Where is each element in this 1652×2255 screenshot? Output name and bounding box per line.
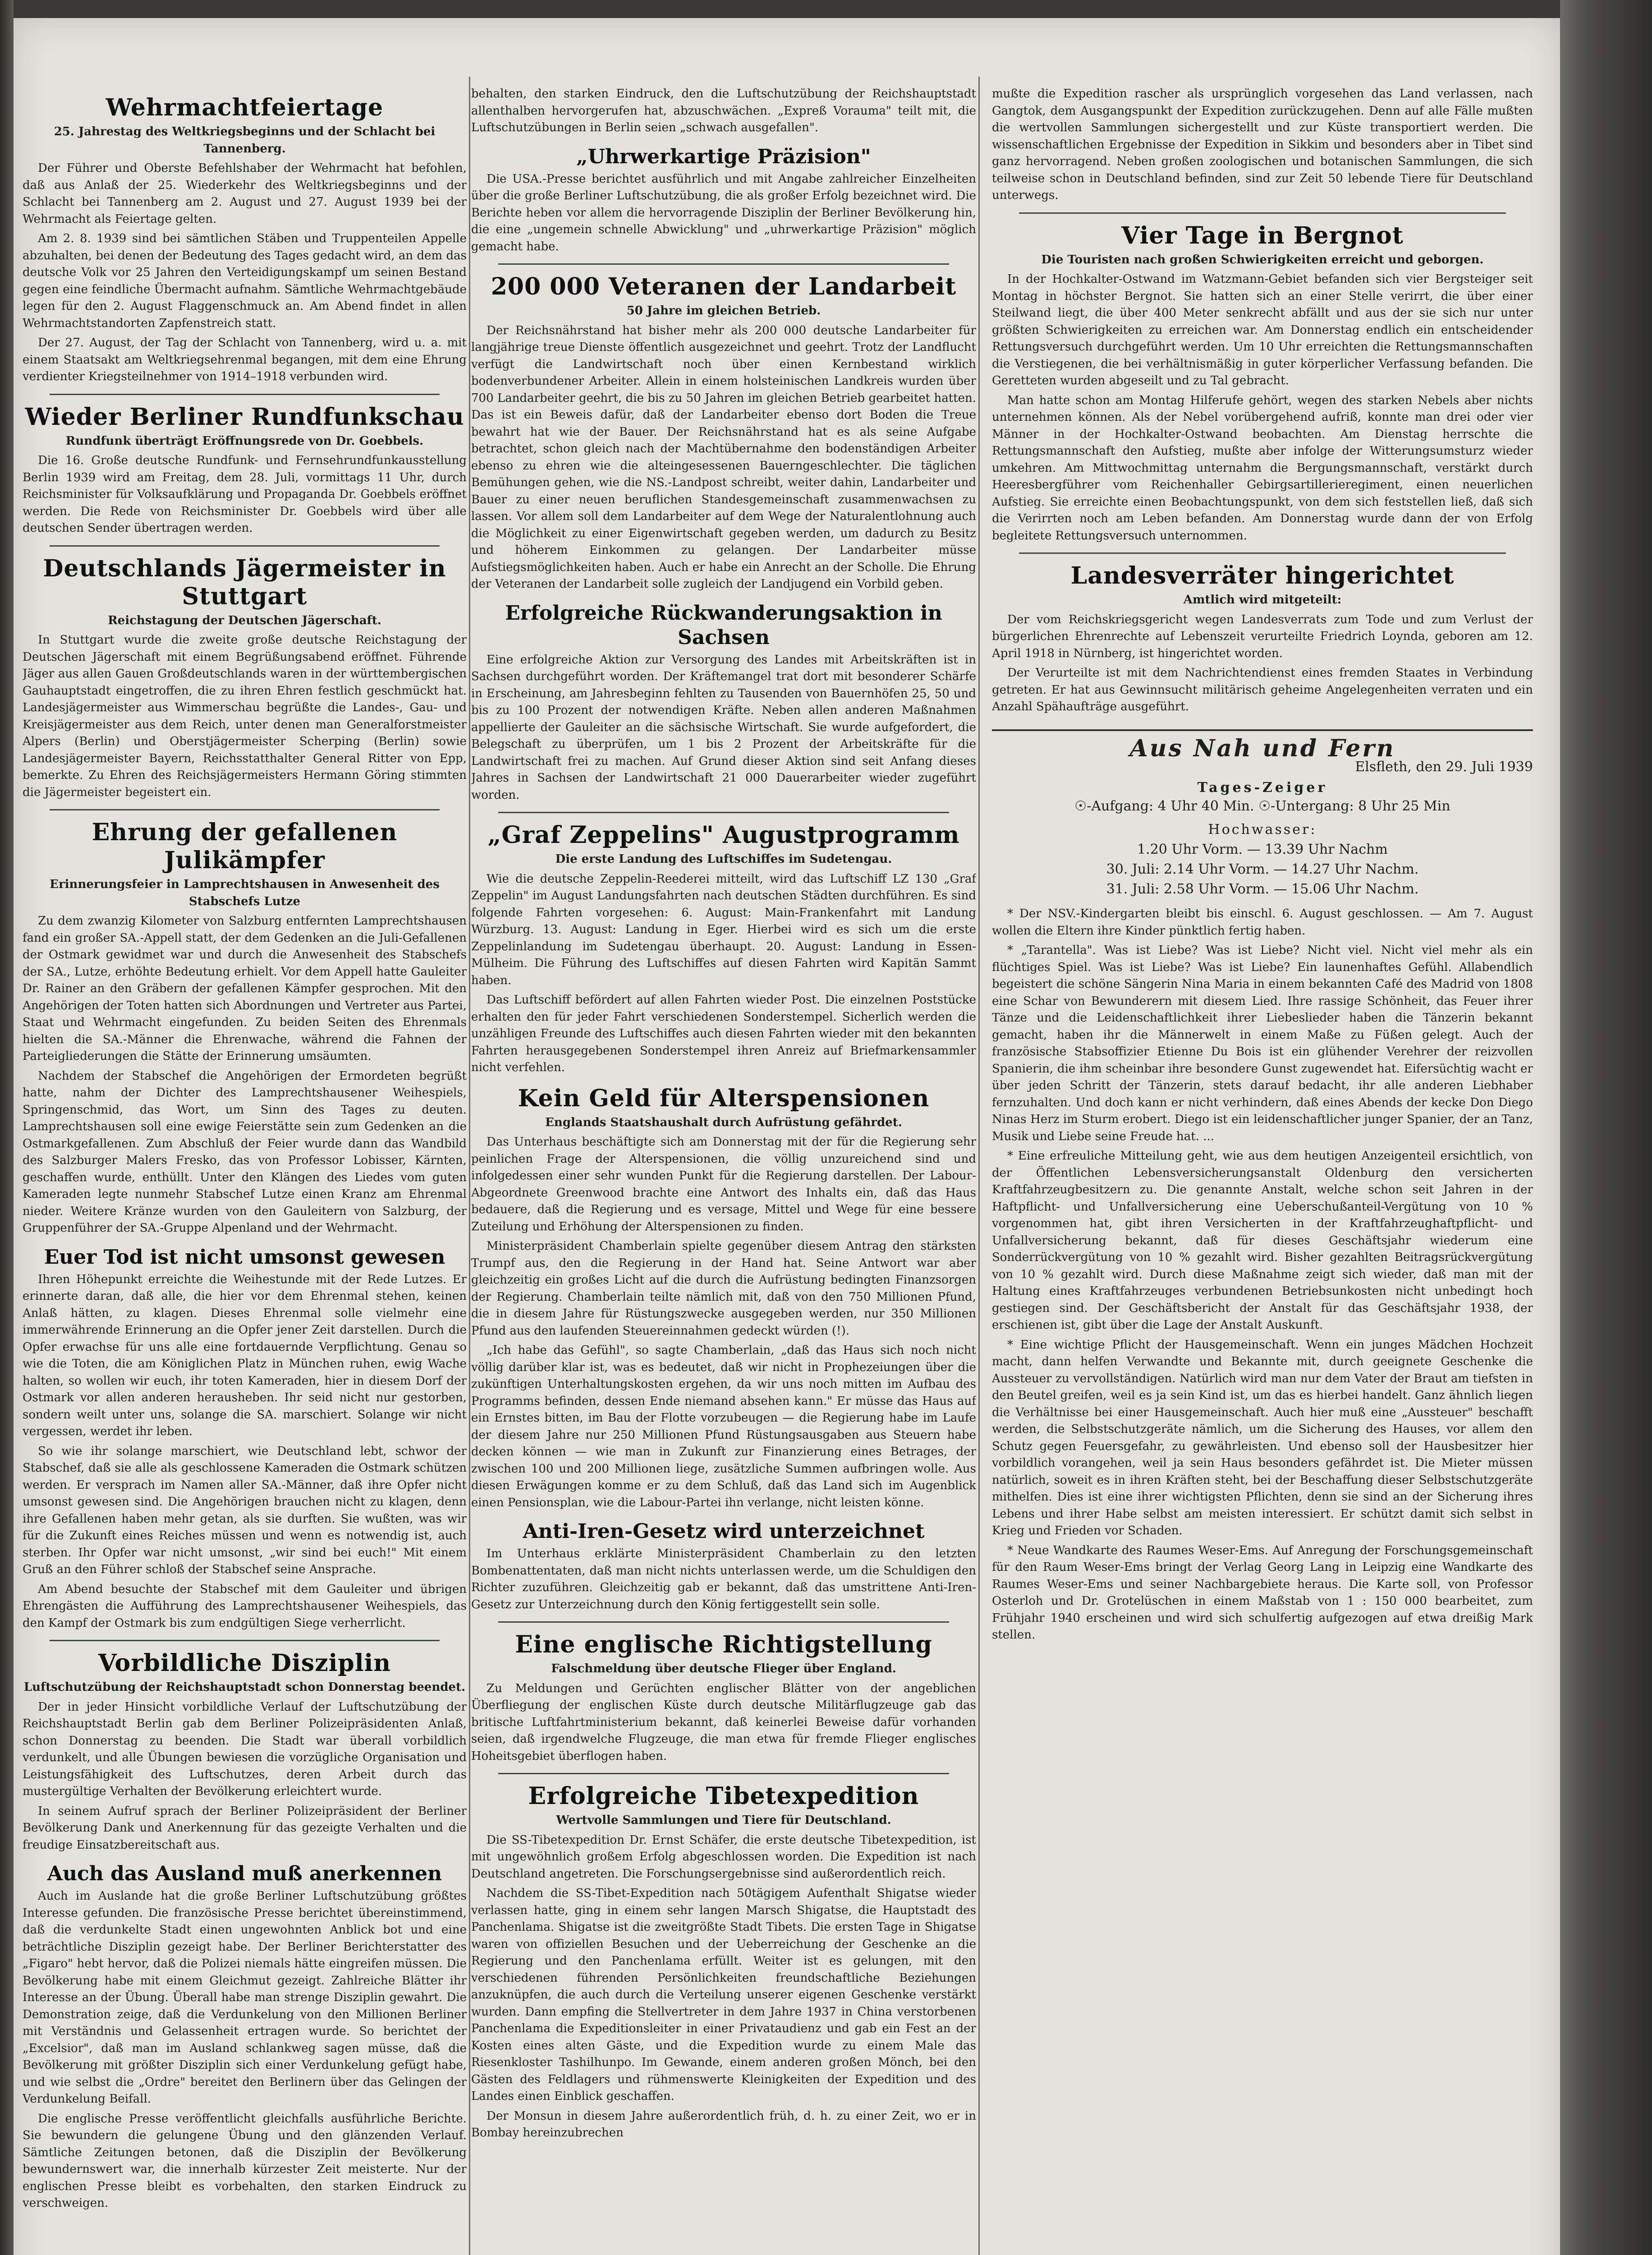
paragraph: Nachdem die SS-Tibet-Expedition nach 50tägigem Aufenthalt Shigatse wieder verlassen hatte, ging in einem sehr langen Marsch Shigatse, die Hauptstadt des Panchenlama. Shigatse ist die zweitgrößte Stadt Tibets. Die ersten Tage in Shigatse waren von offiziellen Besuchen und der Ueberreichung der Geschenke an die Regierung und den Panchenlama erfüllt. Weiter ist es gelungen, mit den verschiedenen führenden Persönlichkeiten freundschaftliche Beziehungen anzuknüpfen, die auch durch die Verteilung unserer eigenen Geschenke verstärkt wurden. Dann empfing die Stellvertreter in dem Jahre 1937 in China verstorbenen Panchenlama die Expeditionsleiter in einer Privataudienz und gab ein Fest an der Kosten eines alten Gäste, und die Expedition wurde zu einem Male das Riesenkloster Tashilhunpo. Im Gewande, einem anderen großen Mönch, bei den Gästen des Feldlagers und rühmenswerte Kleinigkeiten der Expedition und des Landes einen Einblick geschaffen. [471, 1887, 976, 2103]
headline-rueckwanderung: Erfolgreiche Rückwanderungsaktion in Sachsen [505, 601, 942, 649]
headline-tibetexpedition: Erfolgreiche Tibetexpedition [528, 1782, 919, 1810]
paragraph: Die SS-Tibetexpedition Dr. Ernst Schäfer, die erste deutsche Tibetexpedition, ist mit ungewöhnlich großem Erfolg abgeschlossen worden. Die Expedition ist nach Deutschland angetreten. Die Forschungsergebnisse sind außerordentlich reich. [471, 1833, 976, 1881]
scan-edge-left [0, 0, 14, 2255]
tages-zeiger-heading: Tages-Zeiger [1197, 779, 1328, 796]
subheadline: Englands Staatshaushalt durch Aufrüstung gefährdet. [545, 1115, 902, 1129]
paragraph-continued: mußte die Expedition rascher als ursprünglich vorgesehen das Land verlassen, nach Gangtok, dem Ausgangspunkt der Expedition zurückzugehen. Denn auf alle Fälle mußten die wertvollen Sammlungen sichergestellt und zur Küste transportiert werden. Die wissenschaftlichen Ergebnisse der Expedition in Sikkim und besonders aber in Tibet sind ganz hervorragend. Neben großen zoologischen und botanischen Sammlungen, die sich teilweise schon in Deutschland befinden, sind zur Zeit 50 lebende Tiere für Deutschland unterwegs. [992, 87, 1533, 202]
article-divider [1019, 552, 1506, 554]
column-1 [23, 86, 467, 2255]
paragraph: Eine erfolgreiche Aktion zur Versorgung des Landes mit Arbeitskräften ist in Sachsen durchgeführt worden. Der Kräftemangel trat dort mit besonderer Schärfe in Erscheinung, am Jahresbeginn fehlten zu Tausenden von Bauernhöfen 25, 50 und bis zu 100 Prozent der notwendigen Kräfte. Neben allen anderen Maßnahmen appellierte der Gauleiter an die sächsische Wirtschaft. Sie wurde aufgefordert, die Belegschaft zu überprüfen, um 1 bis 2 Prozent der Arbeitskräfte für die Landwirtschaft frei zu machen. Auf Grund dieser Aktion sind seit Anfang dieses Jahres in Sachsen der Landwirtschaft 21 000 Dauerarbeiter wieder zugeführt worden. [471, 653, 976, 802]
paragraph: Nachdem der Stabschef die Angehörigen der Ermordeten begrüßt hatte, nahm der Dichter des Lamprechtshausener Weihespiels, Springenschmid, das Wort, um Sinn des Tages zu deuten. Lamprechtshausen soll eine ewige Feierstätte sein zum Gedenken an die Ostmarkgefallenen. Zum Abschluß der Feier wurde dann das Wandbild des Salzburger Malers Fresko, das von Professor Lobisser, Kärnten, geschaffen wurde, enthüllt. Unter den Klängen des Liedes vom guten Kameraden legte nunmehr Stabschef Lutze einen Kranz am Ehrenmal nieder. Weitere Kränze wurden von den Gauleitern von Salzburg, der Gruppenführer der SA.-Gruppe Alpenland und der Wehrmacht. [23, 1069, 467, 1235]
paragraph: Wie die deutsche Zeppelin-Reederei mitteilt, wird das Luftschiff LZ 130 „Graf Zeppelin" im August Landungsfahrten nach deutschen Städten durchführen. Es sind folgende Fahrten vorgesehen: 6. August: Main-Frankenfahrt mit Landung Würzburg. 13. August: Landung in Eger. Hierbei wird es sich um die erste Zeppelinlandung im Sudetengau überhaupt. 20. August: Landung in Essen-Mülheim. Die Führung des Luftschiffes auf diesen Fahrten wird Kapitän Sammt haben. [471, 872, 976, 987]
paragraph: Der Reichsnährstand hat bisher mehr als 200 000 deutsche Landarbeiter für langjährige treue Dienste öffentlich ausgezeichnet und geehrt. Trotz der Landflucht verfügt die Landwirtschaft noch über einen Kernbestand wirklich bodenverbundener Arbeiter. Allein in einem holsteinischen Landkreis wurden über 700 Landarbeiter geehrt, die bis zu 50 Jahren im gleichen Betrieb gearbeitet hatten. Das ist ein Beweis dafür, daß der Landarbeiter ebenso dort Boden die Treue bewahrt hat wie der Bauer. Der Reichsnährstand hat es als seine Aufgabe betrachtet, schon gleich nach der Machtübernahme den bodenständigen Arbeiter ebenso zu ehren wie die alteingesessenen Bauerngeschlechter. Die täglichen Bemühungen gehen, wie die NS.-Landpost schreibt, weiter dahin, Landarbeiter und Bauer zu einer neuen beruflichen Standesgemeinschaft zusammenwachsen zu lassen. Vor allem soll dem Landarbeiter auf dem Wege der Naturalentlohnung auch die Möglichkeit zu einer Eigenwirtschaft gegeben werden, um dadurch zu Besitz und höherem Einkommen zu gelangen. Der Landarbeiter müsse Aufstiegsmöglichkeiten haben. Auch er habe ein Anrecht an der Scholle. Die Ehrung der Veteranen der Landarbeit solle zugleich der Landjugend ein Vorbild geben. [471, 323, 976, 591]
headline-alterspensionen: Kein Geld für Alterspensionen [518, 1084, 930, 1112]
article-divider [1019, 212, 1506, 214]
paragraph: Ihren Höhepunkt erreichte die Weihestunde mit der Rede Lutzes. Er erinnerte daran, daß alle, die hier vor dem Ehrenmal stehen, keinen Anlaß hätten, zu klagen. Dieses Ehrenmal solle vielmehr eine immerwährende Erinnerung an die Opfer jener Zeit darstellen. Durch die Opfer erwachse für uns alle eine fortdauernde Verpflichtung. Genau so wie die Toten, die am Königlichen Platz in München ruhen, ewig Wache halten, so wollen wir euch, ihr toten Kameraden, hier in diesem Dorf der Ostmark vor allen anderen herausheben. Ihr seid nicht nur gestorben, sondern weilt unter uns, solange die SA. marschiert. Solange wir nicht vergessen, werdet ihr leben. [23, 1272, 467, 1438]
page-stack-edge [1560, 0, 1652, 2255]
paragraph: Die 16. Große deutsche Rundfunk- und Fernsehrundfunkausstellung Berlin 1939 wird am Freitag, dem 28. Juli, vormittags 11 Uhr, durch Reichsminister für Volksaufklärung und Propaganda Dr. Goebbels eröffnet werden. Die Rede von Reichsminister Dr. Goebbels wird über alle deutschen Sender übertragen werden. [23, 454, 467, 535]
paragraph: Auch im Auslande hat die große Berliner Luftschutzübung größtes Interesse gefunden. Die französische Presse berichtet übereinstimmend, daß die verdunkelte Stadt einen ungewohnten Anblick bot und eine beträchtliche Disziplin gezeigt habe. Der Berliner Berichterstatter des „Figaro" hebt hervor, daß die Polizei niemals hätte eingreifen müssen. Die Bevölkerung habe mit einem Gleichmut gezeigt. Zahlreiche Blätter ihr Interesse an der Übung. Überall habe man strenge Disziplin gewahrt. Die Demonstration zeige, daß die Verdunkelung von den Millionen Berliner mit Verständnis und Gelassenheit ertragen wurde. So berichtet der „Excelsior", daß man im Ausland schlankweg sagen müsse, daß die Bevölkerung mit größter Disziplin sich einer Verdunkelung gefügt habe, und wie selbst die „Ordre" bereitet den Berlinern über das Gelingen der Verdunkelung Beifall. [23, 1889, 467, 2106]
column-2 [471, 86, 976, 2255]
paragraph: Am 2. 8. 1939 sind bei sämtlichen Stäben und Truppenteilen Appelle abzuhalten, bei denen der Bedeutung des Tages gedacht wird, an dem das deutsche Volk vor 25 Jahren den Verteidigungskampf um seinen Bestand gegen eine feindliche Übermacht aufnahm. Sämtliche Wehrmachtgebäude legen für den 2. August Flaggenschmuck an. Am Abend findet in allen Wehrmachtstandorten Zapfenstreich statt. [23, 232, 467, 330]
paragraph: „Ich habe das Gefühl", so sagte Chamberlain, „daß das Haus sich noch nicht völlig darüber klar ist, was es bedeutet, daß wir nicht in Prophezeiungen über die zukünftigen Unterhaltungskosten ergehen, da wir uns noch mitten im Aufbau des Programms befinden, dessen Ende niemand absehen kann." Er müsse das Haus auf ein Ernstes bitten, im Bau der Flotte vorzubeugen — die Regierung habe im Laufe der diesem Jahre nur 250 Millionen Pfund Rüstungsausgaben aus Steuern habe decken können — wie man in Zukunft zur Finanzierung eines Betrages, der zwischen 100 und 200 Millionen liege, zusätzliche Summen aufbringen wolle. Aus diesen Erwägungen komme er zu dem Schluß, daß das Land sich im Augenblick einen Pensionsplan, wie die Labour-Partei ihn verlange, nicht leisten könne. [471, 1344, 976, 1509]
headline-bergnot: Vier Tage in Bergnot [1121, 221, 1404, 249]
paragraph: Die englische Presse veröffentlicht gleichfalls ausführliche Berichte. Sie bewundern die gelungene Übung und den glänzenden Verlauf. Sämtliche Zeitungen betonen, daß die Disziplin der Bevölkerung bewundernswert war, die innerhalb kürzester Zeit meisterte. Nur der englischen Presse bleibt es vorbehalten, den starken Eindruck zu verschweigen. [23, 2112, 467, 2210]
headline-jaegermeister: Deutschlands Jägermeister in Stuttgart [43, 554, 446, 610]
subheadline: Luftschutzübung der Reichshauptstadt schon Donnerstag beendet. [23, 1680, 466, 1694]
article-divider [50, 394, 440, 395]
headline-zeppelin: „Graf Zeppelins" Augustprogramm [487, 821, 960, 849]
paragraph: In seinem Aufruf sprach der Berliner Polizeipräsident der Berliner Bevölkerung Dank und Anerkennung für das gezeigte Verhalten und die freudige Einsatzbereitschaft aus. [23, 1804, 467, 1852]
paragraph: Zu dem zwanzig Kilometer von Salzburg entfernten Lamprechtshausen fand ein großer SA.-Appell statt, der dem Gedenken an die Juli-Gefallenen der Ostmark gewidmet war und durch die Anwesenheit des Stabschefs der SA., Lutze, erhöhte Bedeutung erhielt. Vor dem Appell hatte Gauleiter Dr. Rainer an den Gräbern der gefallenen Kämpfer gesprochen. Mit den Angehörigen der Toten hatten sich Abordnungen und Vertreter aus Partei, Staat und Wehrmacht eingefunden. Zu beiden Seiten des Ehrenmals hielten die SA.-Männer die Ehrenwache, während die Fahnen der Parteigliederungen die Stätte der Erinnerung umsäumten. [23, 914, 467, 1063]
local-news-heading: Aus Nah und Fern [1129, 734, 1395, 762]
headline-richtigstellung: Eine englische Richtigstellung [515, 1631, 932, 1658]
section-rule [992, 729, 1533, 731]
article-divider [498, 812, 949, 813]
headline-landesverraeter: Landesverräter hingerichtet [1070, 562, 1455, 589]
paragraph: Der in jeder Hinsicht vorbildliche Verlauf der Luftschutzübung der Reichshauptstadt Berlin gab dem Berliner Polizeipräsidenten Anlaß, schon Donnerstag zu beenden. Die Stadt war überall vorbildlich verdunkelt, und alle Übungen bewiesen die vorzügliche Organisation und Leistungsfähigkeit des Luftschutzes, deren Arbeit durch das mustergültige Verhalten der Bevölkerung erleichtert wurde. [23, 1700, 467, 1798]
local-news-item: * „Tarantella". Was ist Liebe? Was ist Liebe? Nicht viel. Nicht viel mehr als ein flüchtiges Spiel. Was ist Liebe? Was ist Liebe? Ein launenhaftes Gefühl. Allabendlich begeistert die schöne Sängerin Nina Maria in einem bekannten Café des Madrid von 1808 eine Schar von Bewunderern mit diesem Lied. Ihre rassige Schönheit, das Feuer ihrer Tänze und die Leidenschaftlichkeit ihrer Liebeslieder haben die Tänzerin bekannt gemacht, haben ihr die Männerwelt in einem Maße zu Füßen gelegt. Auch der französische Stabsoffizier Etienne Du Bois ist ein glühender Verehrer der reizvollen Spanierin, die ihm scheinbar ihre besondere Gunst zugewendet hat. Eifersüchtig wacht er über jeden Schritt der Tänzerin, stets darauf bedacht, ihr alle anderen Liebhaber fernzuhalten. Und doch kann er nicht verhindern, daß eines Abends der kecke Don Diego Ninas Herz im Sturm erobert. Diego ist ein leidenschaftlicher junger Spanier, der an Tanz, Musik und Liebe seine Freude hat. ... [992, 943, 1533, 1143]
headline-rundfunkschau: Wieder Berliner Rundfunkschau [25, 403, 464, 431]
subheadline: 25. Jahrestag des Weltkriegsbeginns und der Schlacht bei Tannenberg. [54, 125, 436, 156]
subheadline: Wertvolle Sammlungen und Tiere für Deutschland. [556, 1813, 891, 1827]
paragraph: Der 27. August, der Tag der Schlacht von Tannenberg, wird u. a. mit einem Staatsakt am Weltkriegsehrenmal begangen, mit dem eine Ehrung verdienter Kriegsteilnehmer von 1914–1918 verbunden wird. [23, 336, 467, 383]
article-divider [498, 1621, 949, 1623]
paragraph: Am Abend besuchte der Stabschef mit dem Gauleiter und übrigen Ehrengästen die Aufführung des Lamprechtshausener Weihespiels, das den Kampf der Ostmark bis zum endgültigen Siege verherrlicht. [23, 1582, 467, 1630]
paragraph-continued: behalten, den starken Eindruck, den die Luftschutzübung der Reichshauptstadt allenthalben hervorgerufen hat, abzuschwächen. „Expreß Vorauma" teilt mit, die Luftschutzübungen in Berlin seien „schwach ausgefallen". [471, 87, 976, 134]
paragraph: In der Hochkalter-Ostwand im Watzmann-Gebiet befanden sich vier Bergsteiger seit Montag in höchster Bergnot. Sie hatten sich an einer Stelle verirrt, die über einer Steilwand liegt, die über 400 Meter senkrecht abfällt und aus der sie sich nur unter größten Schwierigkeiten zu erreichen war. Am Donnerstag endlich ein entscheidender Rettungsversuch durchgeführt werden. Um 10 Uhr erreichten die Rettungsmannschaften die Verstiegenen, die bei verhältnismäßig in guter körperlicher Verfassung befanden. Die Geretteten wurden abgeseilt und zu Tal gebracht. [992, 272, 1533, 387]
paragraph: Der Führer und Oberste Befehlshaber der Wehrmacht hat befohlen, daß aus Anlaß der 25. Wiederkehr des Weltkriegsbeginns und der Schlacht bei Tannenberg am 2. August und 27. August 1939 bei der Wehrmacht als Feiertage gelten. [23, 161, 467, 226]
paragraph: Zu Meldungen und Gerüchten englischer Blätter von der angeblichen Überfliegung der englischen Küste durch deutsche Militärflugzeuge gab das britische Luftfahrtministerium bekannt, daß keinerlei Beweise dafür vorhanden seien, daß irgendwelche Flugzeuge, die man etwa für fremde Flieger englisches Hoheitsgebiet überflogen haben. [471, 1681, 976, 1763]
high-water-heading: Hochwasser: [1208, 821, 1317, 838]
local-news-item: * Eine wichtige Pflicht der Hausgemeinschaft. Wenn ein junges Mädchen Hochzeit macht, dann helfen Verwandte und Bekannte mit, durch geeignete Geschenke die Aussteuer zu vervollständigen. Natürlich wird man nur dem Vater der Braut am tiefsten in den Beutel greifen, weil es ja sein Kind ist, um das es hierbei handelt. Ganz ähnlich liegen die Verhältnisse bei einer Hausgemeinschaft. Auch hier muß eine „Aussteuer" beschafft werden, die Selbstschutzgeräte nämlich, um die Sicherung des Hauses, vor allem den Schutz gegen Feuersgefahr, zu gewährleisten. Und ebenso soll der Hausbesitzer hier vorbildlich vorangehen, weil ja sein Haus besonders gefährdet ist. Die Mieter müssen natürlich, soweit es in ihren Kräften steht, bei der Beschaffung dieser Selbstschutzgeräte mithelfen. Dies ist eine ihrer wichtigsten Pflichten, denn sie sind an der Sicherung ihres Lebens und ihrer Habe selbst am meisten interessiert. Er schützt damit sich selbst in Krieg und Frieden vor Schaden. [992, 1338, 1533, 1537]
high-water-row: 1.20 Uhr Vorm. — 13.39 Uhr Nachm [1137, 842, 1388, 857]
subheadline: Amtlich wird mitgeteilt: [1183, 593, 1342, 607]
subheadline: Reichstagung der Deutschen Jägerschaft. [108, 613, 381, 627]
headline-wehrmachtfeiertage: Wehrmachtfeiertage [106, 94, 384, 121]
paragraph: Man hatte schon am Montag Hilferufe gehört, wegen des starken Nebels aber nichts unternehmen können. Als der Nebel vorübergehend aufriß, konnte man drei oder vier Männer in der Hochkalter-Ostwand beobachten. Am Dienstag herrschte die Rettungsmannschaft den Aufstieg, mußte aber infolge der Witterungsumsturz wieder umkehren. Am Mittwochmittag unternahm die Bergungsmannschaft, verstärkt durch Heeresbergführer vom Reichenhaller Gebirgsartillerieregiment, einen neuerlichen Aufstieg. Sie erreichte einen Beobachtungspunkt, von dem sich feststellen ließ, daß sich die Verirrten noch am Leben befanden. Am Donnerstag wurde dann der von Erfolg begleitete Rettungsversuch unternommen. [992, 393, 1533, 543]
local-news-item: * Eine erfreuliche Mitteilung geht, wie aus dem heutigen Anzeigenteil ersichtlich, von der Öffentlichen Lebensversicherungsanstalt Oldenburg den versicherten Kraftfahrzeugbesitzern zu. Die genannte Anstalt, welche schon seit Jahren in der Haftpflicht- und Unfallversicherung eine Ueberschußanteil-Vergütung von 10 % vorgenommen hat, gibt ihren Versicherten in der Kraftfahrzeughaftpflicht- und Unfallversicherung bekannt, daß für dieses Geschäftsjahr wiederum eine Sonderrückvergütung von 10 % gezahlt wird. Bisher gezahlten Beitragsrückvergütung von 10 % gezahlt wird. Durch diese Maßnahme zeigt sich wieder, daß man mit der Haltung eines Kraftfahrzeuges verbundenen Betriebsunkosten nicht unbedingt hoch gestiegen sind. Der Geschäftsbericht der Anstalt für das Geschäftsjahr 1938, der erschienen ist, gibt über die Lage der Anstalt Auskunft. [992, 1149, 1533, 1332]
paragraph: In Stuttgart wurde die zweite große deutsche Reichstagung der Deutschen Jägerschaft mit einem Begrüßungsabend eröffnet. Führende Jäger aus allen Gauen Großdeutschlands waren in der württembergischen Gauhauptstadt eingetroffen, die zu ihren Ehren festlich geschmückt hat. Landesjägermeister aus Wimmerschau begrüßte die Landes-, Gau- und Kreisjägermeister aus dem Reich, unter denen man Generalforstmeister Alpers (Berlin) und Oberstjägermeister Scherping (Berlin) sowie Landesjägermeister Bayern, Reichsstatthalter General Ritter von Epp, bemerkte. Zu Ehren des Reichsjägermeisters Hermann Göring stimmten die Jägermeister begeistert ein. [23, 633, 467, 799]
subheadline: Falschmeldung über deutsche Flieger über England. [551, 1662, 896, 1675]
paragraph: So wie ihr solange marschiert, wie Deutschland lebt, schwor der Stabschef, daß sie alle als geschlossene Kameraden die Ostmark schützen werden. Er versprach im Namen aller SA.-Männer, daß ihre Opfer nicht umsonst gewesen sind. Die Angehörigen brauchen nicht zu klagen, denn ihre Gefallenen haben mehr getan, als sie durften. Sie wußten, was wir für die Zukunft eines Reiches müssen und wenn es notwendig ist, auch sterben. Ihr Opfer war nicht umsonst, „wir sind bei euch!" Mit einem Gruß an den Führer schloß der Stabschef seine Ansprache. [23, 1444, 467, 1576]
subheadline: Erinnerungsfeier in Lamprechtshausen in Anwesenheit des Stabschefs Lutze [50, 878, 440, 908]
dateline: Elsfleth, den 29. Juli 1939 [1355, 759, 1533, 775]
article-divider [498, 263, 949, 265]
local-news-item: * Der NSV.-Kindergarten bleibt bis einschl. 6. August geschlossen. — Am 7. August wollen die Eltern ihre Kinder pünktlich fertig haben. [992, 907, 1533, 938]
subheadline: 50 Jahre im gleichen Betrieb. [626, 304, 821, 318]
subheadline: Die erste Landung des Luftschiffes im Sudetengau. [555, 852, 892, 866]
subheadline: Rundfunk überträgt Eröffnungsrede von Dr. Goebbels. [65, 434, 424, 448]
paragraph: Der vom Reichskriegsgericht wegen Landesverrats zum Tode und zum Verlust der bürgerlichen Ehrenrechte auf Lebenszeit verurteilte Friedrich Loynda, geboren am 12. April 1918 in Nürnberg, ist hingerichtet worden. [992, 612, 1533, 660]
paragraph: Der Verurteilte ist mit dem Nachrichtendienst eines fremden Staates in Verbindung getreten. Er hat aus Gewinnsucht militärisch geheime Angelegenheiten verraten und ein Anzahl Spähaufträge ausgeführt. [992, 666, 1533, 713]
article-divider [50, 809, 440, 810]
column-3 [992, 86, 1533, 2255]
paragraph: Der Monsun in diesem Jahre außerordentlich früh, d. h. zu einer Zeit, wo er in Bombay hereinzubrechen [471, 2109, 976, 2140]
headline-julikaempfer: Ehrung der gefallenen Julikämpfer [92, 819, 398, 874]
paragraph: Das Unterhaus beschäftigte sich am Donnerstag mit der für die Regierung sehr peinlichen Frage der Alterspensionen, die völlig unzureichend sind und infolgedessen einer sehr wunden Punkt für die Regierung darstellen. Der Labour-Abgeordnete Greenwood brachte eine Antwort des Inhalts ein, daß das Haus bedauere, daß die Regierung und es versage, Mittel und Wege für eine bessere Zuteilung und Erhöhung der Alterspensionen zu finden. [471, 1135, 976, 1233]
high-water-row: 30. Juli: 2.14 Uhr Vorm. — 14.27 Uhr Nachm. [1106, 861, 1419, 877]
newspaper-page [14, 18, 1560, 2255]
paragraph: Im Unterhaus erklärte Ministerpräsident Chamberlain zu den letzten Bombenattentaten, daß man nicht nichts unterlassen werde, um die Schuldigen den Richter zuzuführen. Gleichzeitig gab er bekannt, daß das umstrittene Anti-Iren-Gesetz zur Unterzeichnung durch den König fertiggestellt sein solle. [471, 1547, 976, 1611]
article-divider [498, 1773, 949, 1774]
paragraph: Ministerpräsident Chamberlain spielte gegenüber diesem Antrag den stärksten Trumpf aus, den die Regierung in der Hand hat. Seine Antwort war aber gleichzeitig ein großes Licht auf die durch die Aufrüstung bedingten Finanzsorgen der Regierung. Chamberlain teilte nämlich mit, daß von den 750 Millionen Pfund, die in diesem Jahre für Rüstungszwecke ausgegeben werden, nur 350 Millionen Pfund aus den laufenden Steuereinnahmen gedeckt würden (!). [471, 1239, 976, 1338]
paragraph: Die USA.-Presse berichtet ausführlich und mit Angabe zahlreicher Einzelheiten über die große Berliner Luftschutzübung, die als großer Erfolg bezeichnet wird. Die Berichte heben vor allem die hervorragende Disziplin der Berliner Bevölkerung hin, die eine „ungemein schnelle Abwicklung" und „uhrwerkartige Präzision" möglich gemacht habe. [471, 172, 976, 253]
subheadline: Die Touristen nach großen Schwierigkeiten erreicht und geborgen. [1041, 253, 1484, 267]
article-divider [50, 1640, 440, 1641]
headline-praezision: „Uhrwerkartige Präzision" [576, 145, 871, 168]
column-rule [978, 77, 980, 2255]
article-divider [50, 545, 440, 547]
headline-euer-tod: Euer Tod ist nicht umsonst gewesen [44, 1245, 445, 1269]
headline-ausland: Auch das Ausland muß anerkennen [47, 1862, 442, 1885]
headline-disziplin: Vorbildliche Disziplin [98, 1649, 391, 1677]
sunrise-sunset-line: ☉-Aufgang: 4 Uhr 40 Min. ☉-Untergang: 8 Uhr 25 Min [1074, 798, 1450, 814]
paragraph: Das Luftschiff befördert auf allen Fahrten wieder Post. Die einzelnen Poststücke erhalten den für jeder Fahrt verschiedenen Sonderstempel. Sicherlich werden die unzähligen Freunde des Luftschiffes auch diesen Fahrten wieder mit den bekannten Fahrten herausgegebenen Sonderstempel ihren Anreiz auf Briefmarkensammler nicht verfehlen. [471, 993, 976, 1074]
column-rule [469, 77, 470, 2255]
local-news-item: * Neue Wandkarte des Raumes Weser-Ems. Auf Anregung der Forschungsgemeinschaft für den Raum Weser-Ems bringt der Verlag Georg Lang in Leipzig eine Wandkarte des Raumes Weser-Ems und seiner Nachbargebiete heraus. Die Karte soll, von Professor Osterloh und Dr. Grotelüschen in einem Maßstab von 1 : 150 000 bearbeitet, zum Frühjahr 1940 erscheinen und wird sich schulfertig aufgezogen auf etwa dreißig Mark stellen. [992, 1543, 1533, 1642]
high-water-row: 31. Juli: 2.58 Uhr Vorm. — 15.06 Uhr Nachm. [1106, 881, 1419, 897]
headline-veteranen: 200 000 Veteranen der Landarbeit [491, 273, 957, 300]
headline-anti-iren-gesetz: Anti-Iren-Gesetz wird unterzeichnet [523, 1520, 925, 1543]
